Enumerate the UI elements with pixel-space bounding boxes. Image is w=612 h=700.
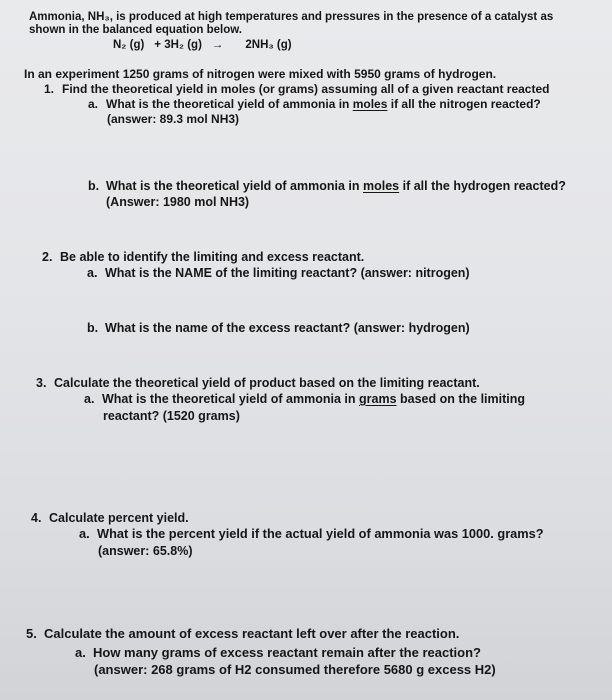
question-2a-letter: a. <box>87 266 98 280</box>
equation-product: 2NH₃ (g) <box>245 39 292 51</box>
experiment-statement: In an experiment 1250 grams of nitrogen were mixed with 5950 grams of hydrogen. <box>24 67 497 81</box>
question-2-text: Be able to identify the limiting and excess reactant. <box>60 250 365 264</box>
question-5-text: Calculate the amount of excess reactant left over after the reaction. <box>44 626 460 641</box>
arrow-icon: → <box>211 39 224 51</box>
question-3a-letter: a. <box>84 392 95 406</box>
question-4 <box>31 510 189 526</box>
question-1b-answer: (Answer: 1980 mol NH3) <box>106 195 250 209</box>
question-5a-answer: (answer: 268 grams of H2 consumed therefore 5680 g excess H2) <box>94 662 496 677</box>
question-2 <box>42 249 364 265</box>
question-3a-line-2: reactant? (1520 grams) <box>103 409 240 423</box>
question-1b-text-pre: What is the theoretical yield of ammonia in <box>106 179 363 193</box>
question-2b-text: What is the name of the excess reactant? (answer: hydrogen) <box>105 321 470 335</box>
question-4-text: Calculate percent yield. <box>49 511 189 525</box>
question-1a-text-post: if all the nitrogen reacted? <box>387 97 541 111</box>
question-2b-letter: b. <box>87 321 99 335</box>
question-1a-letter: a. <box>88 97 99 111</box>
question-4a <box>79 526 544 542</box>
question-3-number: 3. <box>36 376 47 390</box>
question-3a-emphasis: grams <box>359 392 397 406</box>
question-2b <box>87 320 470 336</box>
question-1 <box>44 81 549 97</box>
question-1-text: Find the theoretical yield in moles (or grams) assuming all of a given reactant reacted <box>62 82 550 96</box>
question-1-number: 1. <box>44 82 55 96</box>
question-5-number: 5. <box>26 626 37 641</box>
question-5a-text: How many grams of excess reactant remain after the reaction? <box>93 645 481 660</box>
question-2-number: 2. <box>42 250 53 264</box>
question-5a-letter: a. <box>75 645 86 660</box>
question-4-number: 4. <box>31 511 42 525</box>
intro-line-1: Ammonia, NH₃, is produced at high temperatures and pressures in the presence of a catalyst as <box>29 11 554 23</box>
balanced-equation <box>113 39 302 51</box>
question-4a-letter: a. <box>79 526 90 541</box>
question-5a <box>75 645 481 661</box>
equation-reactant-h2: + 3H₂ (g) <box>154 39 202 51</box>
question-3a-text-post: based on the limiting <box>396 392 526 406</box>
question-4a-answer: (answer: 65.8%) <box>98 544 193 558</box>
question-2a-text: What is the NAME of the limiting reactant? (answer: nitrogen) <box>105 266 470 280</box>
question-3a <box>84 391 525 407</box>
question-3 <box>36 375 480 391</box>
question-1b-text-post: if all the hydrogen reacted? <box>399 179 566 193</box>
question-1a-answer: (answer: 89.3 mol NH3) <box>107 112 240 126</box>
question-2a <box>87 265 470 281</box>
question-1b-letter: b. <box>88 179 100 193</box>
question-1b <box>88 178 566 194</box>
question-1a-text-pre: What is the theoretical yield of ammonia in <box>106 97 353 111</box>
question-1b-emphasis: moles <box>363 179 400 193</box>
question-3a-text-pre: What is the theoretical yield of ammonia in <box>102 392 359 406</box>
question-3-text: Calculate the theoretical yield of product based on the limiting reactant. <box>54 376 480 390</box>
intro-line-2: shown in the balanced equation below. <box>29 24 242 36</box>
question-4a-text: What is the percent yield if the actual yield of ammonia was 1000. grams? <box>97 526 544 541</box>
question-5 <box>26 626 459 642</box>
equation-reactant-n2: N₂ (g) <box>113 39 145 51</box>
question-1a-emphasis: moles <box>352 97 388 111</box>
question-1a <box>88 96 541 112</box>
